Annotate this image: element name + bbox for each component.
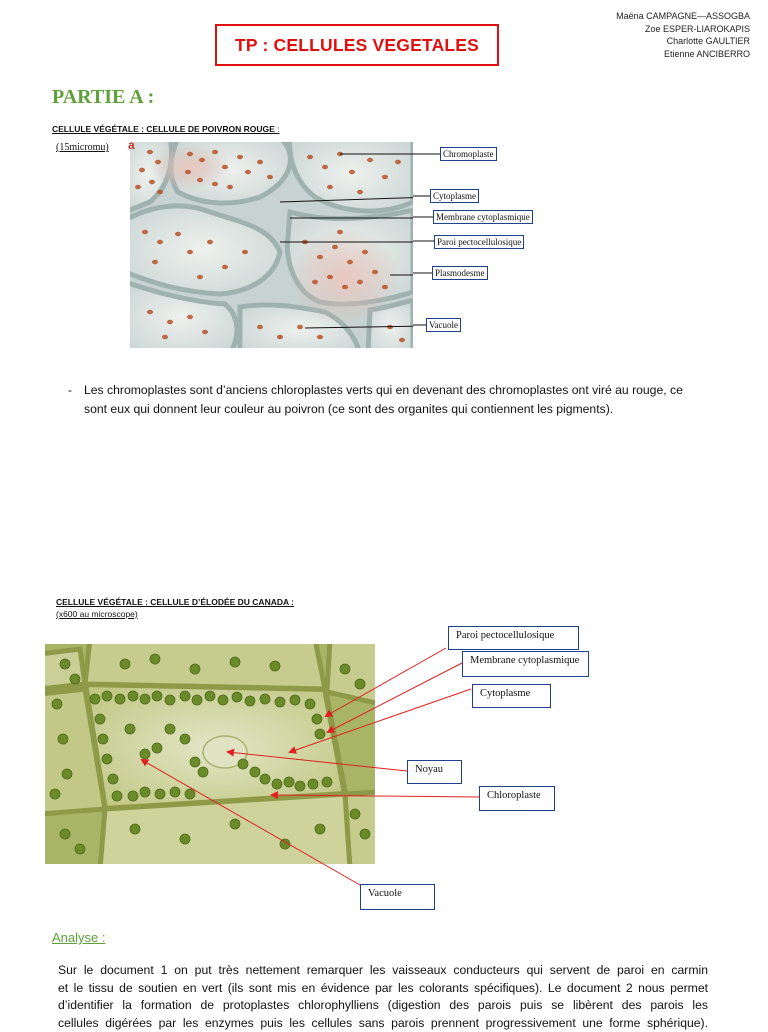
label-cytoplasme-2: Cytoplasme — [472, 684, 551, 708]
pepper-cell-image — [130, 142, 413, 348]
section1-heading — [52, 124, 279, 134]
chromoplast-explanation: Les chromoplastes sont d’anciens chloroplastes verts qui en devenant des chromoplastes ont viré au rouge, ce sont eux qui donnent leur couleur au poivron (ce sont des organites qui contiennent les pigments). — [84, 381, 704, 419]
analyse-line: d’identifier la formation de protoplastes chlorophylliens (digestion des parois puis se libèrent des parois les — [58, 997, 708, 1015]
label-paroi-pectocellulosique: Paroi pectocellulosique — [434, 235, 524, 249]
section2-heading: CELLULE VÉGÉTALE : CELLULE D’ÉLODÉE DU CANADA : — [56, 597, 294, 607]
label-membrane-cytoplasmique-2: Membrane cytoplasmique — [462, 651, 589, 677]
analyse-line: Sur le document 1 on put très nettement remarquer les vaisseaux conducteurs qui servent de paroi en carmin — [58, 962, 708, 980]
author-name: Charlotte GAULTIER — [616, 35, 750, 48]
analyse-line: cellules digérées par les enzymes puis les cellules sans parois prennent progressivement une forme sphérique). — [58, 1015, 708, 1032]
section1-heading-text: CELLULE VÉGÉTALE : CELLULE DE POIVRON ROUGE — [52, 124, 277, 134]
section1-heading-colon: : — [277, 124, 279, 134]
label-paroi-pectocellulosique-2: Paroi pectocellulosique — [448, 626, 579, 650]
section2-scale: (x600 au microscope) — [56, 609, 138, 619]
pepper-cell-micrograph — [130, 142, 413, 348]
analyse-heading: Analyse : — [52, 930, 105, 945]
section1-scale: (15micromu) — [56, 142, 109, 153]
label-vacuole: Vacuole — [426, 318, 461, 332]
authors-block — [616, 10, 750, 60]
panel-letter: a — [128, 138, 135, 152]
author-name: Etienne ANCIBERRO — [616, 48, 750, 61]
page-title: TP : CELLULES VEGETALES — [235, 35, 479, 56]
title-box — [215, 24, 499, 66]
author-name: Zoe ESPER-LIAROKAPIS — [616, 23, 750, 36]
elodea-cell-image — [45, 644, 375, 864]
label-vacuole-2: Vacuole — [360, 884, 435, 910]
bullet-dash: - — [68, 383, 72, 397]
label-chromoplaste: Chromoplaste — [440, 147, 497, 161]
partie-a-heading: PARTIE A : — [52, 86, 154, 109]
label-cytoplasme: Cytoplasme — [430, 189, 479, 203]
label-chloroplaste: Chloroplaste — [479, 786, 555, 811]
analyse-line: et le tissu de soutien en vert (ils sont mis en évidence par les colorants spécifiques). Le document 2 nous permet — [58, 980, 708, 998]
analyse-paragraph — [58, 962, 708, 1032]
elodea-cell-micrograph — [45, 644, 375, 864]
author-name: Maëna CAMPAGNE—ASSOGBA — [616, 10, 750, 23]
label-membrane-cytoplasmique: Membrane cytoplasmique — [433, 210, 533, 224]
label-noyau: Noyau — [407, 760, 462, 784]
label-plasmodesme: Plasmodesme — [432, 266, 488, 280]
